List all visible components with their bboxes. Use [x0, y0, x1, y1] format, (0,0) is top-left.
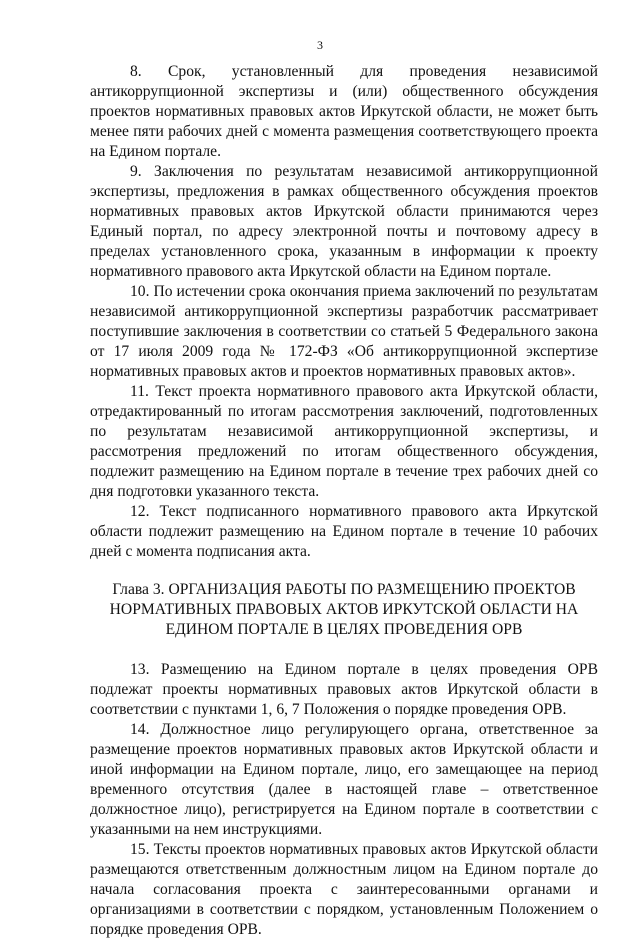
page-number: 3 [317, 38, 323, 52]
paragraph-9: 9. Заключения по результатам независимой антикоррупционной экспертизы, предложения в рамках общественного обсуждения проектов нормативных правовых актов Иркутской области принимаются через Единый портал, по адресу электронной почты и почтовому адресу в пределах установленного срока, указанным в информации к проекту нормативного правового акта Иркутской области на Едином портале. [90, 163, 598, 280]
document-body [90, 62, 598, 940]
paragraph-15: 15. Тексты проектов нормативных правовых актов Иркутской области размещаются ответственным должностным лицом на Едином портале до начала согласования проекта с заинтересованными органами и организациями в соответствии с порядком, установленным Положением о порядке проведения ОРВ. [90, 841, 598, 938]
paragraph-12: 12. Текст подписанного нормативного правового акта Иркутской области подлежит размещению на Едином портале в течение 10 рабочих дней с момента подписания акта. [90, 503, 598, 560]
chapter-heading: Глава 3. ОРГАНИЗАЦИЯ РАБОТЫ ПО РАЗМЕЩЕНИЮ ПРОЕКТОВ НОРМАТИВНЫХ ПРАВОВЫХ АКТОВ ИРКУТСКОЙ ОБЛАСТИ НА ЕДИНОМ ПОРТАЛЕ В ЦЕЛЯХ ПРОВЕДЕНИЯ ОРВ [109, 581, 579, 638]
paragraph-8: 8. Срок, установленный для проведения независимой антикоррупционной экспертизы и (или) общественного обсуждения проектов нормативных правовых актов Иркутской области, не может быть менее пяти рабочих дней с момента размещения соответствующего проекта на Едином портале. [90, 63, 598, 160]
paragraph-14: 14. Должностное лицо регулирующего органа, ответственное за размещение проектов нормативных правовых актов Иркутской области и иной информации на Едином портале, лицо, его замещающее на период временного отсутствия (далее в настоящей главе – ответственное должностное лицо), регистрируется на Едином портале в соответствии с указанными на нем инструкциями. [90, 721, 598, 838]
paragraph-13: 13. Размещению на Едином портале в целях проведения ОРВ подлежат проекты нормативных правовых актов Иркутской области в соответствии с пунктами 1, 6, 7 Положения о порядке проведения ОРВ. [90, 661, 598, 718]
paragraph-10: 10. По истечении срока окончания приема заключений по результатам независимой антикоррупционной экспертизы разработчик рассматривает поступившие заключения в соответствии со статьей 5 Федерального закона от 17 июля 2009 года № 172-ФЗ «Об антикоррупционной экспертизе нормативных правовых актов и проектов нормативных правовых актов». [90, 283, 598, 380]
paragraph-11: 11. Текст проекта нормативного правового акта Иркутской области, отредактированный по итогам рассмотрения заключений, подготовленных по результатам независимой антикоррупционной экспертизы, и рассмотрения предложений по итогам общественного обсуждения, подлежит размещению на Едином портале в течение трех рабочих дней со дня подготовки указанного текста. [90, 383, 598, 500]
